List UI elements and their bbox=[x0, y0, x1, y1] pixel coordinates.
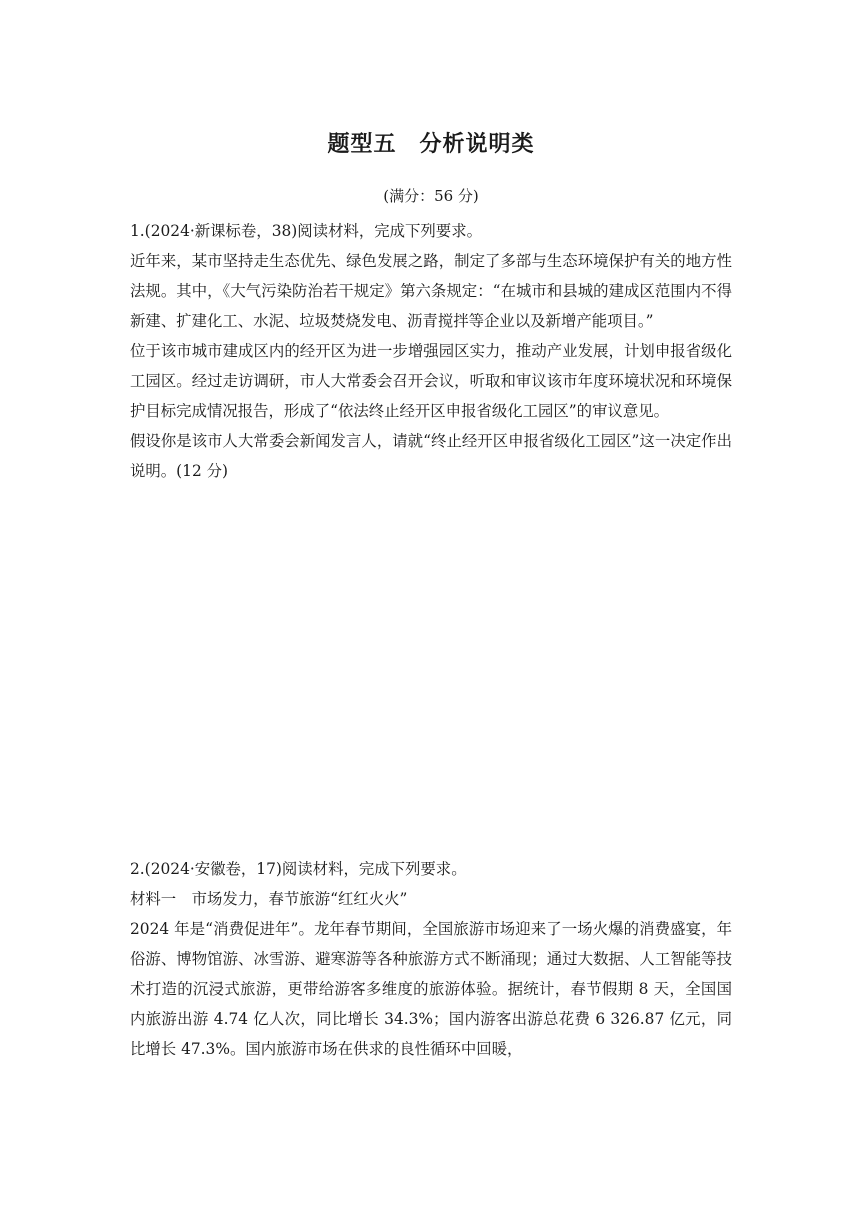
question-1-paragraph-2: 位于该市城市建成区内的经开区为进一步增强园区实力，推动产业发展，计划申报省级化工园区。经过走访调研，市人大常委会召开会议，听取和审议该市年度环境状况和环境保护目标完成情况报告，形成了“依法终止经开区申报省级化工园区”的审议意见。 bbox=[130, 342, 732, 420]
question-2-heading: 2.(2024·安徽卷，17)阅读材料，完成下列要求。 bbox=[130, 860, 467, 878]
page-title: 题型五 分析说明类 bbox=[327, 132, 535, 157]
question-2 bbox=[130, 854, 732, 1064]
question-1-paragraph-1: 近年来，某市坚持走生态优先、绿色发展之路，制定了多部与生态环境保护有关的地方性法规。其中，《大气污染防治若干规定》第六条规定：“在城市和县城的建成区范围内不得新建、扩建化工、水泥、垃圾焚烧发电、沥青搅拌等企业以及新增产能项目。” bbox=[130, 252, 732, 330]
question-1 bbox=[130, 216, 732, 486]
question-1-paragraph-3: 假设你是该市人大常委会新闻发言人，请就“终止经开区申报省级化工园区”这一决定作出说明。(12 分) bbox=[130, 432, 732, 480]
question-1-heading: 1.(2024·新课标卷，38)阅读材料，完成下列要求。 bbox=[130, 222, 482, 240]
material-1-title: 材料一 市场发力，春节旅游“红红火火” bbox=[130, 890, 408, 908]
score-note: (满分：56 分) bbox=[383, 187, 479, 205]
material-1-text: 2024 年是“消费促进年”。龙年春节期间，全国旅游市场迎来了一场火爆的消费盛宴，年俗游、博物馆游、冰雪游、避寒游等各种旅游方式不断涌现；通过大数据、人工智能等技术打造的沉浸式旅游，更带给游客多维度的旅游体验。据统计，春节假期 8 天，全国国内旅游出游 4.74 亿人次，同比增长 34.3%；国内游客出游总花费 6 326.87 亿元，同比增长 47.3%。国内旅游市场在供求的良性循环中回暖， bbox=[130, 920, 732, 1058]
